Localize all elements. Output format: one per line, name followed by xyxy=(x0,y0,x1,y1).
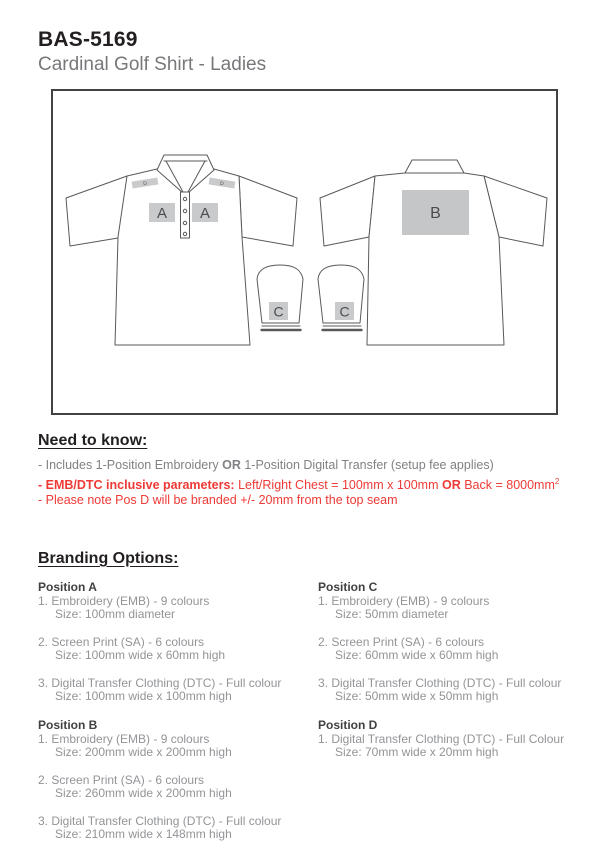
position-c-title: Position C xyxy=(318,579,378,594)
back-left-sleeve-shape xyxy=(320,176,375,246)
branding-options-heading: Branding Options: xyxy=(38,549,179,567)
button xyxy=(183,232,186,235)
line2-or: OR xyxy=(441,477,461,492)
branding-item xyxy=(318,677,598,704)
position-c-label-left: C xyxy=(273,303,284,320)
front-right-sleeve-shape xyxy=(239,176,297,246)
need-to-know-line-1 xyxy=(38,458,613,474)
item-text: 2. Screen Print (SA) - 6 colours xyxy=(38,634,205,649)
position-c-label-right: C xyxy=(339,303,350,320)
line2-mid: Left/Right Chest = 100mm x 100mm xyxy=(234,477,442,492)
line2-lead: - EMB/DTC inclusive parameters: xyxy=(38,477,235,492)
item-text: 3. Digital Transfer Clothing (DTC) - Full colour xyxy=(318,675,562,690)
need-to-know-heading: Need to know: xyxy=(38,432,148,449)
branding-item xyxy=(318,636,598,663)
item-size: Size: 100mm wide x 60mm high xyxy=(55,648,226,663)
branding-item xyxy=(38,815,318,842)
item-size: Size: 260mm wide x 200mm high xyxy=(55,786,232,801)
branding-item xyxy=(38,636,318,663)
header xyxy=(0,0,613,76)
position-a-label-right: A xyxy=(199,205,211,222)
branding-item xyxy=(318,595,598,622)
item-size: Size: 60mm wide x 60mm high xyxy=(335,648,499,663)
item-size: Size: 100mm wide x 100mm high xyxy=(55,689,232,704)
position-a-label-left: A xyxy=(156,205,168,222)
button xyxy=(183,197,186,200)
shirt-diagram-svg xyxy=(53,91,556,413)
position-b-section xyxy=(38,718,318,842)
item-text: 3. Digital Transfer Clothing (DTC) - Full colour xyxy=(38,675,282,690)
branding-item xyxy=(38,733,318,760)
position-b-title: Position B xyxy=(38,717,98,732)
branding-item xyxy=(38,677,318,704)
item-text: 1. Embroidery (EMB) - 9 colours xyxy=(38,593,210,608)
line2-post: Back = 8000mm xyxy=(460,477,555,492)
line1-or: OR xyxy=(222,458,241,472)
back-collar-shape xyxy=(405,160,464,173)
branding-options-section xyxy=(38,550,613,856)
item-text: 1. Embroidery (EMB) - 9 colours xyxy=(318,593,490,608)
branding-item xyxy=(318,733,598,760)
position-a-section xyxy=(38,580,318,704)
position-d-label-left: D xyxy=(142,180,148,188)
branding-position-diagram xyxy=(51,89,558,415)
item-size: Size: 50mm diameter xyxy=(335,607,449,622)
item-size: Size: 100mm diameter xyxy=(55,607,176,622)
branding-column-right xyxy=(318,580,598,856)
item-text: 1. Digital Transfer Clothing (DTC) - Full Colour xyxy=(318,731,565,746)
branding-columns xyxy=(38,580,613,856)
item-text: 2. Screen Print (SA) - 6 colours xyxy=(318,634,485,649)
product-name: Cardinal Golf Shirt - Ladies xyxy=(38,54,267,75)
line1-post: 1-Position Digital Transfer (setup fee applies) xyxy=(240,458,494,472)
item-size: Size: 70mm wide x 20mm high xyxy=(335,745,499,760)
item-size: Size: 210mm wide x 148mm high xyxy=(55,827,232,842)
item-size: Size: 200mm wide x 200mm high xyxy=(55,745,232,760)
item-text: 2. Screen Print (SA) - 6 colours xyxy=(38,772,205,787)
branding-column-left xyxy=(38,580,318,856)
position-c-section xyxy=(318,580,598,704)
need-to-know-section xyxy=(38,432,613,509)
item-text: 3. Digital Transfer Clothing (DTC) - Full colour xyxy=(38,813,282,828)
sleeve-detail-drawings xyxy=(257,265,364,330)
position-d-label-right: D xyxy=(219,180,225,188)
item-size: Size: 50mm wide x 50mm high xyxy=(335,689,499,704)
line1-pre: - Includes 1-Position Embroidery xyxy=(38,458,223,472)
button xyxy=(183,221,186,224)
item-text: 1. Embroidery (EMB) - 9 colours xyxy=(38,731,210,746)
need-to-know-line-2 xyxy=(38,474,613,494)
position-d-title: Position D xyxy=(318,717,378,732)
position-d-section xyxy=(318,718,598,760)
branding-item xyxy=(38,774,318,801)
line2-superscript: 2 xyxy=(554,476,560,486)
position-a-title: Position A xyxy=(38,579,97,594)
need-to-know-line-3: - Please note Pos D will be branded +/- 20mm from the top seam xyxy=(38,493,398,508)
branding-item xyxy=(38,595,318,622)
product-code: BAS-5169 xyxy=(38,28,138,51)
position-b-label: B xyxy=(430,205,441,222)
button xyxy=(183,209,186,212)
